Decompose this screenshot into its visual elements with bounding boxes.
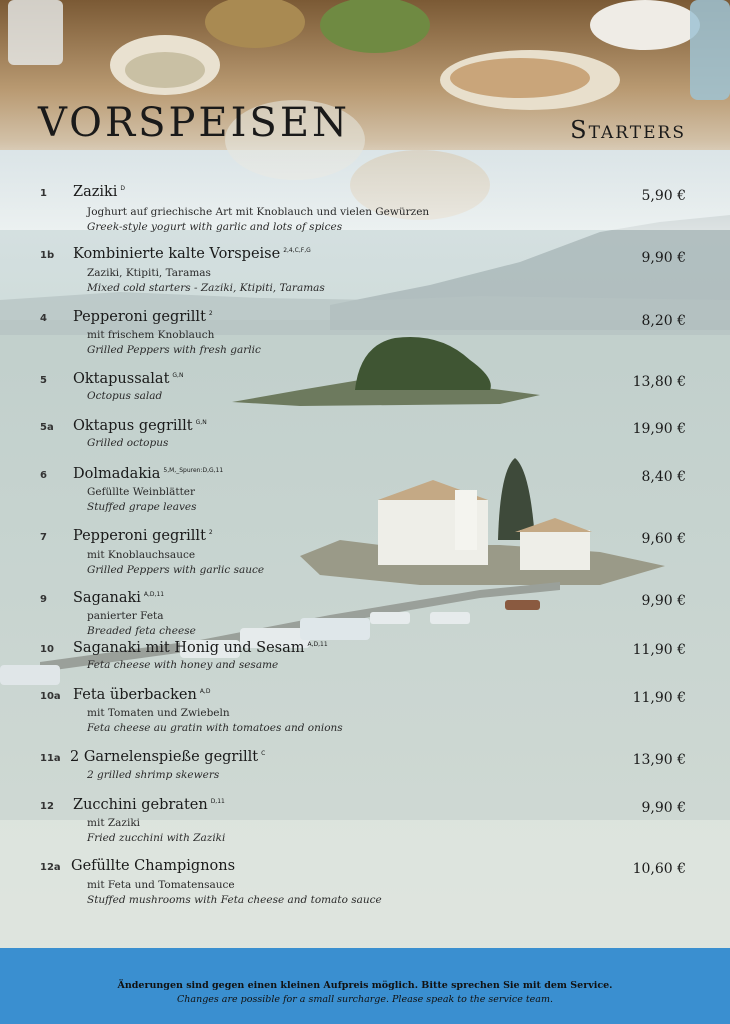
item-name: Pepperoni gegrillt $^2$ xyxy=(73,309,213,325)
footer-note-de: Änderungen sind gegen einen kleinen Aufpreis möglich. Bitte sprechen Sie mit dem Service. xyxy=(117,980,613,991)
item-description-de: Gefüllte Weinblätter xyxy=(87,486,196,498)
allergen-codes: C xyxy=(261,750,266,757)
allergen-codes: A,D,11 xyxy=(143,591,165,598)
item-price: 9,60 € xyxy=(641,531,686,547)
item-description-en: 2 grilled shrimp skewers xyxy=(87,769,220,781)
item-price: 8,20 € xyxy=(641,313,686,329)
item-description-en: Feta cheese with honey and sesame xyxy=(87,659,279,671)
allergen-codes: A,D,11 xyxy=(307,641,328,648)
item-name: Gefüllte Champignons xyxy=(71,858,236,874)
item-price: 13,80 € xyxy=(632,374,686,390)
item-name: Saganaki mit Honig und Sesam $^{A,D,11}$ xyxy=(73,640,328,656)
allergen-codes: 2 xyxy=(208,310,213,317)
item-number: 10a xyxy=(40,691,61,702)
allergen-codes: G,N xyxy=(195,419,207,426)
item-name: Zucchini gebraten $^{D,11}$ xyxy=(73,797,225,813)
item-description-de: Zaziki, Ktipiti, Taramas xyxy=(87,267,211,279)
item-number: 12 xyxy=(40,801,54,812)
item-name: Oktapus gegrillt $^{G,N}$ xyxy=(73,418,207,434)
item-price: 11,90 € xyxy=(632,690,686,706)
item-description-en: Fried zucchini with Zaziki xyxy=(87,832,226,844)
item-description-en: Grilled Peppers with garlic sauce xyxy=(87,564,265,576)
item-description-en: Mixed cold starters - Zaziki, Ktipiti, Taramas xyxy=(87,282,325,294)
allergen-codes: 2,4,C,F,G xyxy=(283,247,311,254)
item-number: 4 xyxy=(40,313,47,324)
item-description-en: Grilled octopus xyxy=(87,437,169,449)
item-description-en: Grilled Peppers with fresh garlic xyxy=(87,344,261,356)
allergen-codes: 2 xyxy=(208,529,213,536)
allergen-codes: A,D xyxy=(199,688,211,695)
item-number: 10 xyxy=(40,644,54,655)
item-price: 19,90 € xyxy=(632,421,686,437)
item-description-de: mit Feta und Tomatensauce xyxy=(87,879,235,891)
item-name: 2 Garnelenspieße gegrillt $^C$ xyxy=(70,749,266,765)
page-title: VORSPEISEN xyxy=(38,100,351,146)
item-number: 6 xyxy=(40,470,47,481)
item-price: 9,90 € xyxy=(641,593,686,609)
item-name: Feta überbacken $^{A,D}$ xyxy=(73,687,211,703)
footer-note-en: Changes are possible for a small surcharge. Please speak to the service team. xyxy=(177,994,553,1005)
allergen-codes: D,11 xyxy=(210,798,225,805)
item-name: Saganaki $^{A,D,11}$ xyxy=(73,590,165,606)
item-price: 8,40 € xyxy=(641,469,686,485)
item-description-de: mit Zaziki xyxy=(87,817,141,829)
item-price: 11,90 € xyxy=(632,642,686,658)
item-description-en: Greek-style yogurt with garlic and lots of spices xyxy=(87,221,343,233)
allergen-codes: D xyxy=(120,185,126,192)
item-description-en: Stuffed mushrooms with Feta cheese and tomato sauce xyxy=(87,894,382,906)
item-description-de: mit frischem Knoblauch xyxy=(87,329,215,341)
item-number: 5 xyxy=(40,375,47,386)
item-number: 12a xyxy=(40,862,61,873)
item-price: 10,60 € xyxy=(632,861,686,877)
item-name: Kombinierte kalte Vorspeise $^{2,4,C,F,G}$ xyxy=(73,246,311,262)
item-number: 11a xyxy=(40,753,61,764)
item-name: Dolmadakia $^{5,M,\_Spuren:D,G,11}$ xyxy=(73,466,224,482)
allergen-codes: G,N xyxy=(172,372,184,379)
item-number: 1 xyxy=(40,188,47,199)
item-description-en: Breaded feta cheese xyxy=(87,625,196,637)
item-description-de: panierter Feta xyxy=(87,610,164,622)
item-price: 9,90 € xyxy=(641,250,686,266)
item-price: 13,90 € xyxy=(632,752,686,768)
item-description-en: Octopus salad xyxy=(87,390,163,402)
item-description-en: Stuffed grape leaves xyxy=(87,501,197,513)
item-number: 9 xyxy=(40,594,47,605)
item-name: Zaziki $^D$ xyxy=(73,184,126,200)
item-description-de: Joghurt auf griechische Art mit Knoblauch und vielen Gewürzen xyxy=(87,206,430,218)
allergen-codes: 5,M,_Spuren:D,G,11 xyxy=(163,467,224,474)
item-price: 9,90 € xyxy=(641,800,686,816)
item-description-en: Feta cheese au gratin with tomatoes and onions xyxy=(87,722,343,734)
page-title-english: Starters xyxy=(570,116,686,144)
item-description-de: mit Knoblauchsauce xyxy=(87,549,196,561)
item-number: 5a xyxy=(40,422,54,433)
footer-band xyxy=(0,948,730,1024)
item-name: Oktapussalat $^{G,N}$ xyxy=(73,371,184,387)
item-price: 5,90 € xyxy=(641,188,686,204)
item-description-de: mit Tomaten und Zwiebeln xyxy=(87,707,230,719)
item-number: 7 xyxy=(40,532,47,543)
item-number: 1b xyxy=(40,250,55,261)
item-name: Pepperoni gegrillt $^2$ xyxy=(73,528,213,544)
